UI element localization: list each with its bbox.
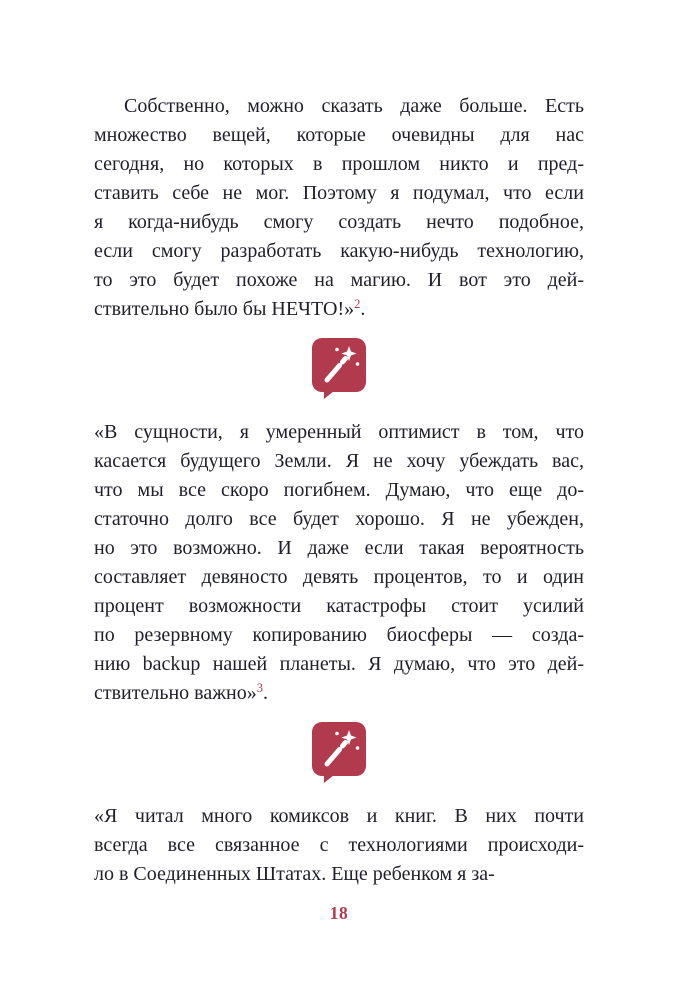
text-line xyxy=(94,860,584,889)
text-segment: я когда-нибудь смогу создать нечто подобное, xyxy=(94,211,584,233)
text-line xyxy=(94,92,584,121)
text-segment: но это возможно. И даже если такая вероятность xyxy=(94,537,584,559)
text-segment: ставить себе не мог. Поэтому я подумал, что если xyxy=(94,182,584,204)
text-line xyxy=(94,208,584,237)
text-line xyxy=(94,563,584,592)
text-segment: ствительно было бы НЕЧТО!» xyxy=(94,298,355,320)
text-segment: если смогу разработать какую-нибудь технологию, xyxy=(94,240,584,262)
text-line xyxy=(94,121,584,150)
page-content xyxy=(94,92,584,924)
text-segment: . xyxy=(263,682,269,704)
text-segment: составляет девяносто девять процентов, то и один xyxy=(94,566,584,588)
paragraph xyxy=(94,418,584,708)
text-line xyxy=(94,237,584,266)
text-segment: что мы все скоро погибнем. Думаю, что еще до- xyxy=(94,479,584,501)
text-segment: касается будущего Земли. Я не хочу убеждать вас, xyxy=(94,450,584,472)
text-line xyxy=(94,534,584,563)
text-line xyxy=(94,266,584,295)
paragraph xyxy=(94,92,584,324)
text-segment: нию backup нашей планеты. Я думаю, что это дей- xyxy=(94,653,584,675)
text-segment: сегодня, но которых в прошлом никто и пред- xyxy=(94,153,584,175)
text-segment: статочно долго все будет хорошо. Я не убежден, xyxy=(94,508,584,530)
text-line xyxy=(94,150,584,179)
text-line xyxy=(94,650,584,679)
page-number: 18 xyxy=(329,903,349,923)
text-line xyxy=(94,802,584,831)
magic-wand-icon xyxy=(312,722,366,784)
text-line xyxy=(94,679,584,708)
quote-bubble-icon xyxy=(94,722,584,784)
text-segment: ло в Соединенных Штатах. Еще ребенком я за- xyxy=(94,863,495,885)
text-line xyxy=(94,476,584,505)
text-line xyxy=(94,418,584,447)
quote-bubble-icon xyxy=(94,338,584,400)
text-segment: . xyxy=(360,298,366,320)
text-line xyxy=(94,447,584,476)
text-segment: всегда все связанное с технологиями происходи- xyxy=(94,834,584,856)
magic-wand-icon xyxy=(312,338,366,400)
text-line xyxy=(94,831,584,860)
text-segment: то это будет похоже на магию. И вот это дей- xyxy=(94,269,584,291)
footnote-marker: 3 xyxy=(256,681,264,695)
text-segment: «Я читал много комиксов и книг. В них почти xyxy=(94,805,584,827)
text-line xyxy=(94,621,584,650)
text-segment: множество вещей, которые очевидны для нас xyxy=(94,124,584,146)
footnote-marker: 2 xyxy=(354,297,361,311)
text-line xyxy=(94,505,584,534)
text-segment: ствительно важно» xyxy=(94,682,257,704)
text-line xyxy=(94,295,584,324)
text-line xyxy=(94,592,584,621)
paragraph xyxy=(94,802,584,889)
text-segment: Собственно, можно сказать даже больше. Есть xyxy=(124,95,584,117)
text-line xyxy=(94,179,584,208)
text-segment: по резервному копированию биосферы — созда- xyxy=(94,624,584,646)
text-segment: процент возможности катастрофы стоит усилий xyxy=(94,595,584,617)
text-segment: «В сущности, я умеренный оптимист в том, что xyxy=(94,421,584,443)
